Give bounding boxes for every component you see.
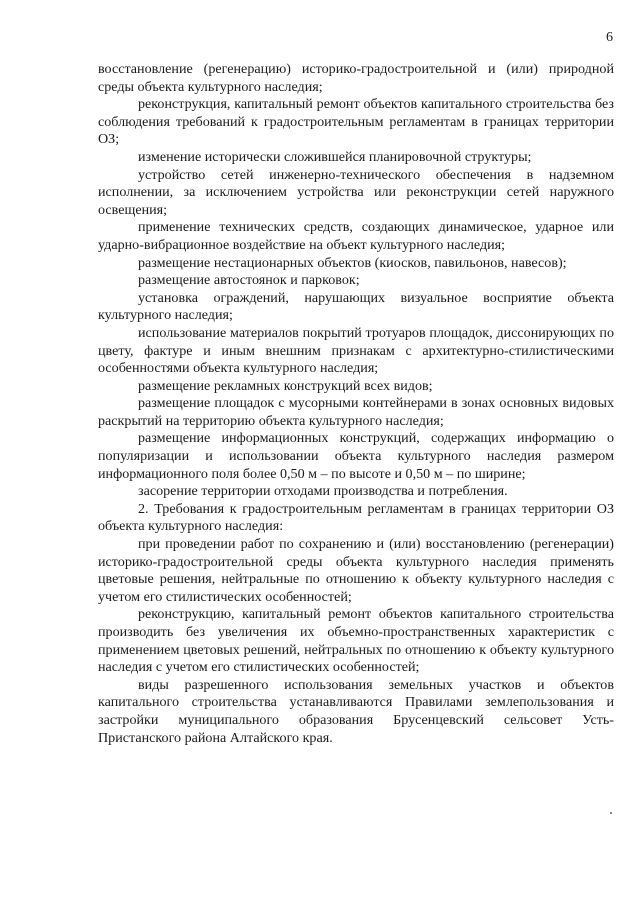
paragraph: установка ограждений, нарушающих визуальное восприятие объекта культурного наследия;	[98, 289, 614, 324]
paragraph: размещение площадок с мусорными контейнерами в зонах основных видовых раскрытий на территорию объекта культурного наследия;	[98, 395, 614, 429]
paragraph: размещение нестационарных объектов (киосков, павильонов, навесов);	[138, 254, 567, 271]
paragraph: засорение территории отходами производства и потребления.	[138, 483, 508, 500]
paragraph: размещение рекламных конструкций всех видов;	[138, 377, 433, 394]
paragraph: размещение автостоянок и парковок;	[138, 272, 360, 289]
paragraph: размещение информационных конструкций, содержащих информацию о популяризации и использовании объекта культурного наследия размером информационного поля более 0,50 м – по высоте и 0,50 м – по ширине;	[98, 430, 614, 482]
paragraph: изменение исторически сложившейся планировочной структуры;	[138, 148, 532, 165]
paragraph: устройство сетей инженерно-технического обеспечения в надземном исполнении, за исключением устройства или реконструкции сетей наружного освещения;	[98, 166, 614, 218]
paragraph: при проведении работ по сохранению и (или) восстановлению (регенерации) историко-градостроительной среды объекта культурного наследия применять цветовые решения, нейтральные по отношению к объекту культурного наследия с учетом его стилистических особенностей;	[98, 536, 614, 605]
paragraph: применение технических средств, создающих динамическое, ударное или ударно-вибрационное воздействие на объект культурного наследия;	[98, 219, 614, 253]
document-body	[98, 61, 614, 747]
section-heading: 2. Требования к градостроительным регламентам в границах территории ОЗ объекта культурного наследия:	[98, 500, 614, 535]
paragraph: использование материалов покрытий тротуаров площадок, диссонирующих по цвету, фактуре и иным внешним признакам с архитектурно-стилистическими особенностями объекта культурного наследия;	[98, 324, 614, 377]
page-number: 6	[606, 30, 613, 45]
paragraph: восстановление (регенерацию) историко-градостроительной и (или) природной среды объекта культурного наследия;	[98, 61, 614, 95]
paragraph: реконструкция, капитальный ремонт объектов капитального строительства без соблюдения требований к градостроительным регламентам в границах территории ОЗ;	[98, 96, 614, 148]
scan-speck	[610, 812, 612, 814]
paragraph: реконструкцию, капитальный ремонт объектов капитального строительства производить без увеличения их объемно-пространственных характеристик с применением цветовых решений, нейтральных по отношению к объекту культурного наследия с учетом его стилистических особенностей;	[98, 606, 614, 676]
paragraph: виды разрешенного использования земельных участков и объектов капитального строительства устанавливаются Правилами землепользования и застройки муниципального образования Брусенцевский сельсовет Усть-Пристанского района Алтайского края.	[98, 676, 614, 746]
